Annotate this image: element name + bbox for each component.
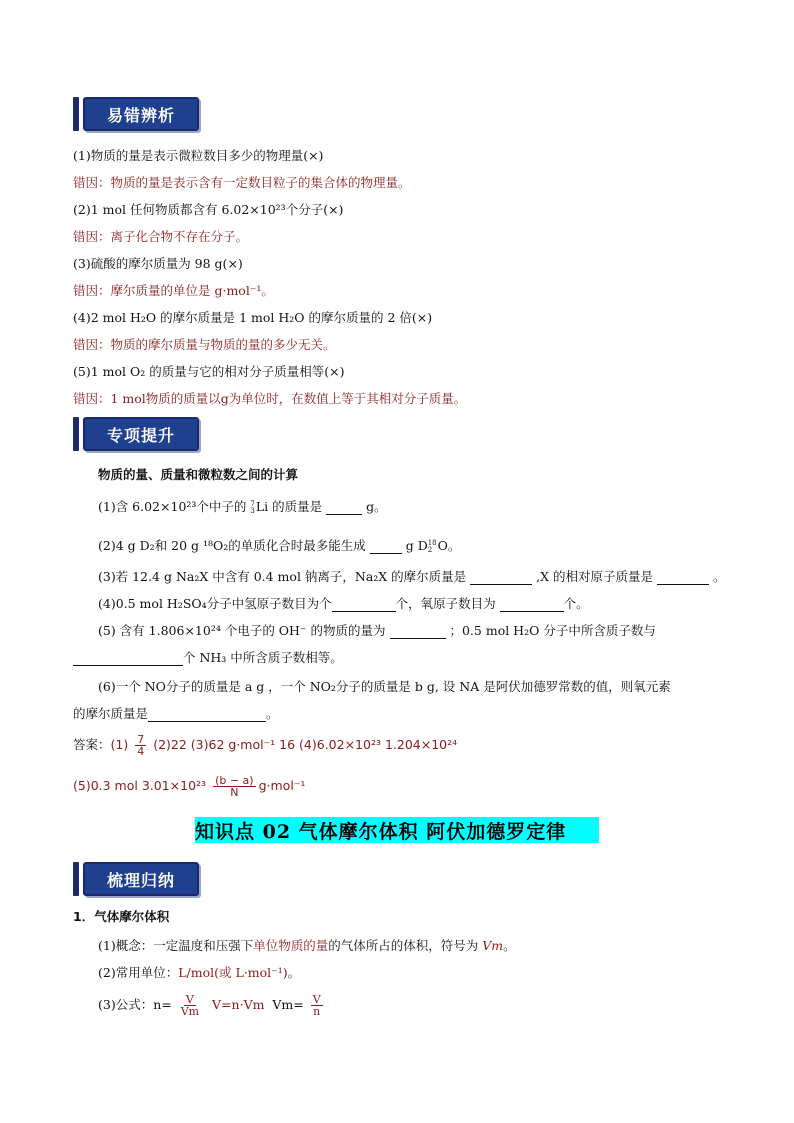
section-badge-summary: [73, 862, 199, 896]
answer-line-1: 答案：(1) $\frac{7}{4}$ (2)22 (3)62 g·mol⁻¹ 16 (4)6.02×10²³ 1.204×10²⁴: [73, 733, 458, 758]
error-reason-4: 错因：物质的摩尔质量与物质的量的多少无关。: [73, 337, 336, 352]
answer-blank: [657, 570, 709, 585]
question-1: (1)含 6.02×10²³个中子的 7 3 Li 的质量是 g。: [98, 499, 387, 515]
isotope-label: 7 3: [250, 499, 255, 515]
summary-unit: (2)常用单位：L/mol(或 L·mol⁻¹)。: [98, 965, 301, 980]
fraction: $\frac{V}{n}$: [312, 993, 321, 1018]
section-badge-practice: [73, 417, 199, 451]
answer-blank: [73, 651, 183, 666]
topic-heading: 知识点 02 气体摩尔体积 阿伏加德罗定律: [195, 817, 599, 843]
answer-blank: [370, 539, 402, 554]
section-title: 易错辨析: [83, 97, 199, 131]
section-badge-errors: [73, 97, 199, 131]
question-6-cont: 的摩尔质量是 。: [73, 706, 279, 721]
section-title: 专项提升: [83, 417, 199, 451]
fraction: $\frac{(b - a)}{N}$: [215, 774, 254, 799]
error-item-3: (3)硫酸的摩尔质量为 98 g(×): [73, 256, 243, 271]
answer-blank: [332, 597, 396, 612]
practice-subtitle: 物质的量、质量和微粒数之间的计算: [98, 467, 299, 482]
question-5: (5) 含有 1.806×10²⁴ 个电子的 OH⁻ 的物质的量为 ；0.5 mol H₂O 分子中所含质子数与: [98, 623, 656, 638]
section-title: 梳理归纳: [83, 862, 199, 896]
answer-blank: [326, 500, 362, 515]
answer-blank: [470, 570, 532, 585]
error-reason-2: 错因：离子化合物不存在分子。: [73, 229, 249, 244]
question-2: (2)4 g D₂和 20 g ¹⁸O₂的单质化合时最多能生成 g D 18 2 O。: [98, 538, 461, 554]
answer-blank: [148, 707, 266, 722]
error-item-1: (1)物质的量是表示微粒数目多少的物理量(×): [73, 148, 324, 163]
fraction: $\frac{7}{4}$: [137, 733, 145, 758]
error-item-4: (4)2 mol H₂O 的摩尔质量是 1 mol H₂O 的摩尔质量的 2 倍(×): [73, 310, 433, 325]
error-item-5: (5)1 mol O₂ 的质量与它的相对分子质量相等(×): [73, 364, 345, 379]
summary-formula: (3)公式：n= $\frac{V}{Vm}$ V=n·Vm Vm= $\frac{V}{n}$: [98, 993, 321, 1018]
error-reason-3: 错因：摩尔质量的单位是 g·mol⁻¹。: [73, 283, 274, 298]
answer-line-2: (5)0.3 mol 3.01×10²³ $\frac{(b - a)}{N}$ g·mol⁻¹: [73, 774, 306, 799]
question-5-cont: 个 NH₃ 中所含质子数相等。: [73, 648, 343, 666]
error-item-2: (2)1 mol 任何物质都含有 6.02×10²³个分子(×): [73, 202, 344, 217]
answer-blank: [500, 597, 564, 612]
fraction: $\frac{V}{Vm}$: [180, 993, 200, 1018]
answer-blank: [390, 624, 446, 639]
question-4: (4)0.5 mol H₂SO₄分子中氢原子数目为个 个，氧原子数目为 个。: [98, 596, 589, 611]
summary-heading: 1．气体摩尔体积: [73, 909, 170, 924]
summary-concept: (1)概念：一定温度和压强下单位物质的量的气体所占的体积，符号为 Vm。: [98, 938, 516, 953]
error-reason-1: 错因：物质的量是表示含有一定数目粒子的集合体的物理量。: [73, 175, 411, 190]
question-3: (3)若 12.4 g Na₂X 中含有 0.4 mol 钠离子，Na₂X 的摩尔质量是 ,X 的相对原子质量是 。: [98, 569, 726, 584]
question-6: (6)一个 NO分子的质量是 a g ，一个 NO₂分子的质量是 b g, 设 NA 是阿伏加德罗常数的值，则氧元素: [98, 679, 671, 694]
error-reason-5: 错因：1 mol物质的质量以g为单位时，在数值上等于其相对分子质量。: [73, 391, 467, 406]
